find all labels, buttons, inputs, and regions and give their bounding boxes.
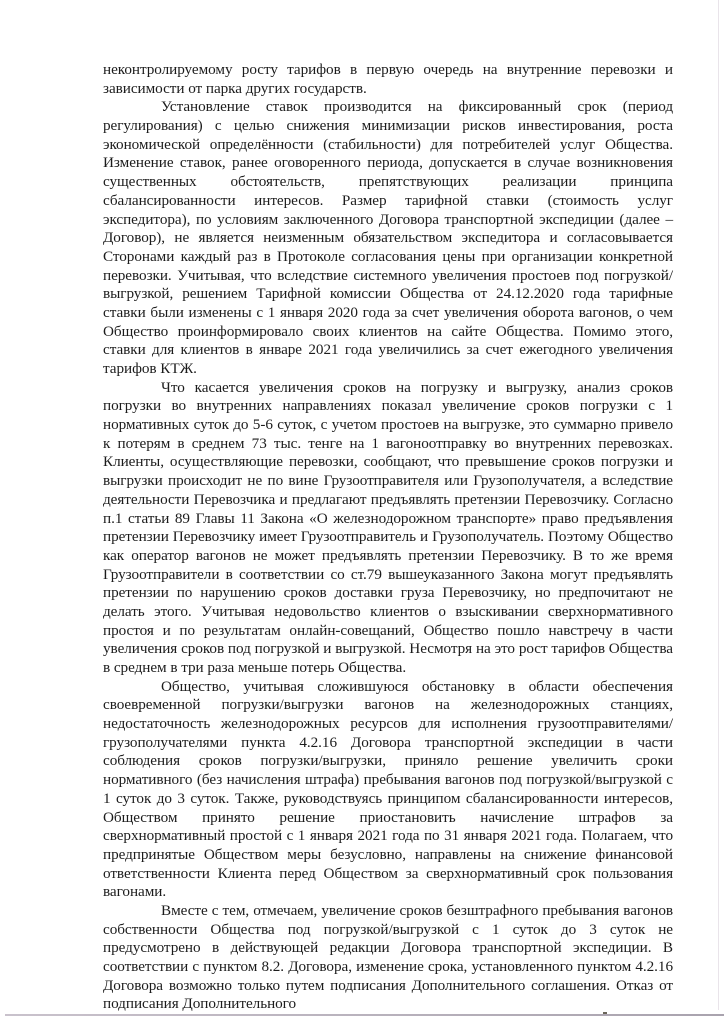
page-edge-line [718, 0, 719, 1010]
paragraph-company-decision: Общество, учитывая сложившуюся обстановку в области обеспечения своевременной погрузки/выгрузки вагонов на железнодорожных станциях, недостаточность железнодорожных ресурсов для исполнения грузоотправителями/грузополучателями пункта 4.2.16 Договора транспортной экспедиции в части соблюдения сроков погрузки/выгрузки, приняло решение увеличить сроки нормативного (без начисления штрафа) пребывания вагонов под погрузкой/выгрузкой с 1 суток до 3 суток. Также, руководствуясь принципом сбалансированности интересов, Обществом принято решение приостановить начисление штрафов за сверхнормативный простой с 1 января 2021 года по 31 января 2021 года. Полагаем, что предпринятые Обществом меры безусловно, направлены на снижение финансовой ответственности Клиента перед Обществом за сверхнормативный срок пользования вагонами. [103, 677, 673, 901]
paragraph-contract-amendment: Вместе с тем, отмечаем, увеличение сроков безштрафного пребывания вагонов собственности Общества под погрузкой/выгрузкой с 1 суток до 3 суток не предусмотрено в действующей редакции Договора транспортной экспедиции. В соответствии с пунктом 8.2. Договора, изменение срока, установленного пунктом 4.2.16 Договора возможно только путем подписания Дополнительного соглашения. Отказ от подписания Дополнительного [103, 901, 673, 1013]
document-body [103, 61, 673, 1014]
page-bottom-edge-line [5, 1014, 724, 1016]
paragraph-loading-terms: Что касается увеличения сроков на погрузку и выгрузку, анализ сроков погрузки во внутренних направлениях показал увеличение сроков погрузки с 1 нормативных суток до 5-6 суток, с учетом простоев на выгрузке, это суммарно привело к потерям в среднем 73 тыс. тенге на 1 вагоноотправку во внутренних перевозках. Клиенты, осуществляющие перевозки, сообщают, что превышение сроков погрузки и выгрузки происходит не по вине Грузоотправителя или Грузополучателя, а вследствие деятельности Перевозчика и предлагают предъявлять претензии Перевозчику. Согласно п.1 статьи 89 Главы 11 Закона «О железнодорожном транспорте» право предъявления претензии Перевозчику имеет Грузоотправитель и Грузополучатель. Поэтому Общество как оператор вагонов не может предъявлять претензии Перевозчику. В то же время Грузоотправители в соответствии со ст.79 вышеуказанного Закона могут предъявлять претензии по нарушению сроков доставки груза Перевозчику, но предпочитают не делать этого. Учитывая недовольство клиентов о взыскивании сверхнормативного простоя и по результатам онлайн-совещаний, Общество пошло навстречу в части увеличения сроков под погрузкой и выгрузкой. Несмотря на это рост тарифов Общества в среднем в три раза меньше потерь Общества. [103, 378, 673, 676]
paragraph-continuation: неконтролируемому росту тарифов в первую очередь на внутренние перевозки и зависимости от парка других государств. [103, 61, 673, 97]
scan-artifact-mark [603, 1012, 607, 1014]
paragraph-rate-setting: Установление ставок производится на фиксированный срок (период регулирования) с целью снижения минимизации рисков инвестирования, роста экономической определённости (стабильности) для потребителей услуг Общества. Изменение ставок, ранее оговоренного периода, допускается в случае возникновения существенных обстоятельств, препятствующих реализации принципа сбалансированности интересов. Размер тарифной ставки (стоимость услуг экспедитора), по условиям заключенного Договора транспортной экспедиции (далее – Договор), не является неизменным обязательством экспедитора и согласовывается Сторонами каждый раз в Протоколе согласования цены при организации конкретной перевозки. Учитывая, что вследствие системного увеличения простоев под погрузкой/выгрузкой, решением Тарифной комиссии Общества от 24.12.2020 года тарифные ставки были изменены с 1 января 2020 года за счет увеличения оборота вагонов, о чем Общество проинформировало своих клиентов на сайте Общества. Помимо этого, ставки для клиентов в январе 2021 года увеличились за счет ежегодного увеличения тарифов КТЖ. [103, 98, 673, 377]
